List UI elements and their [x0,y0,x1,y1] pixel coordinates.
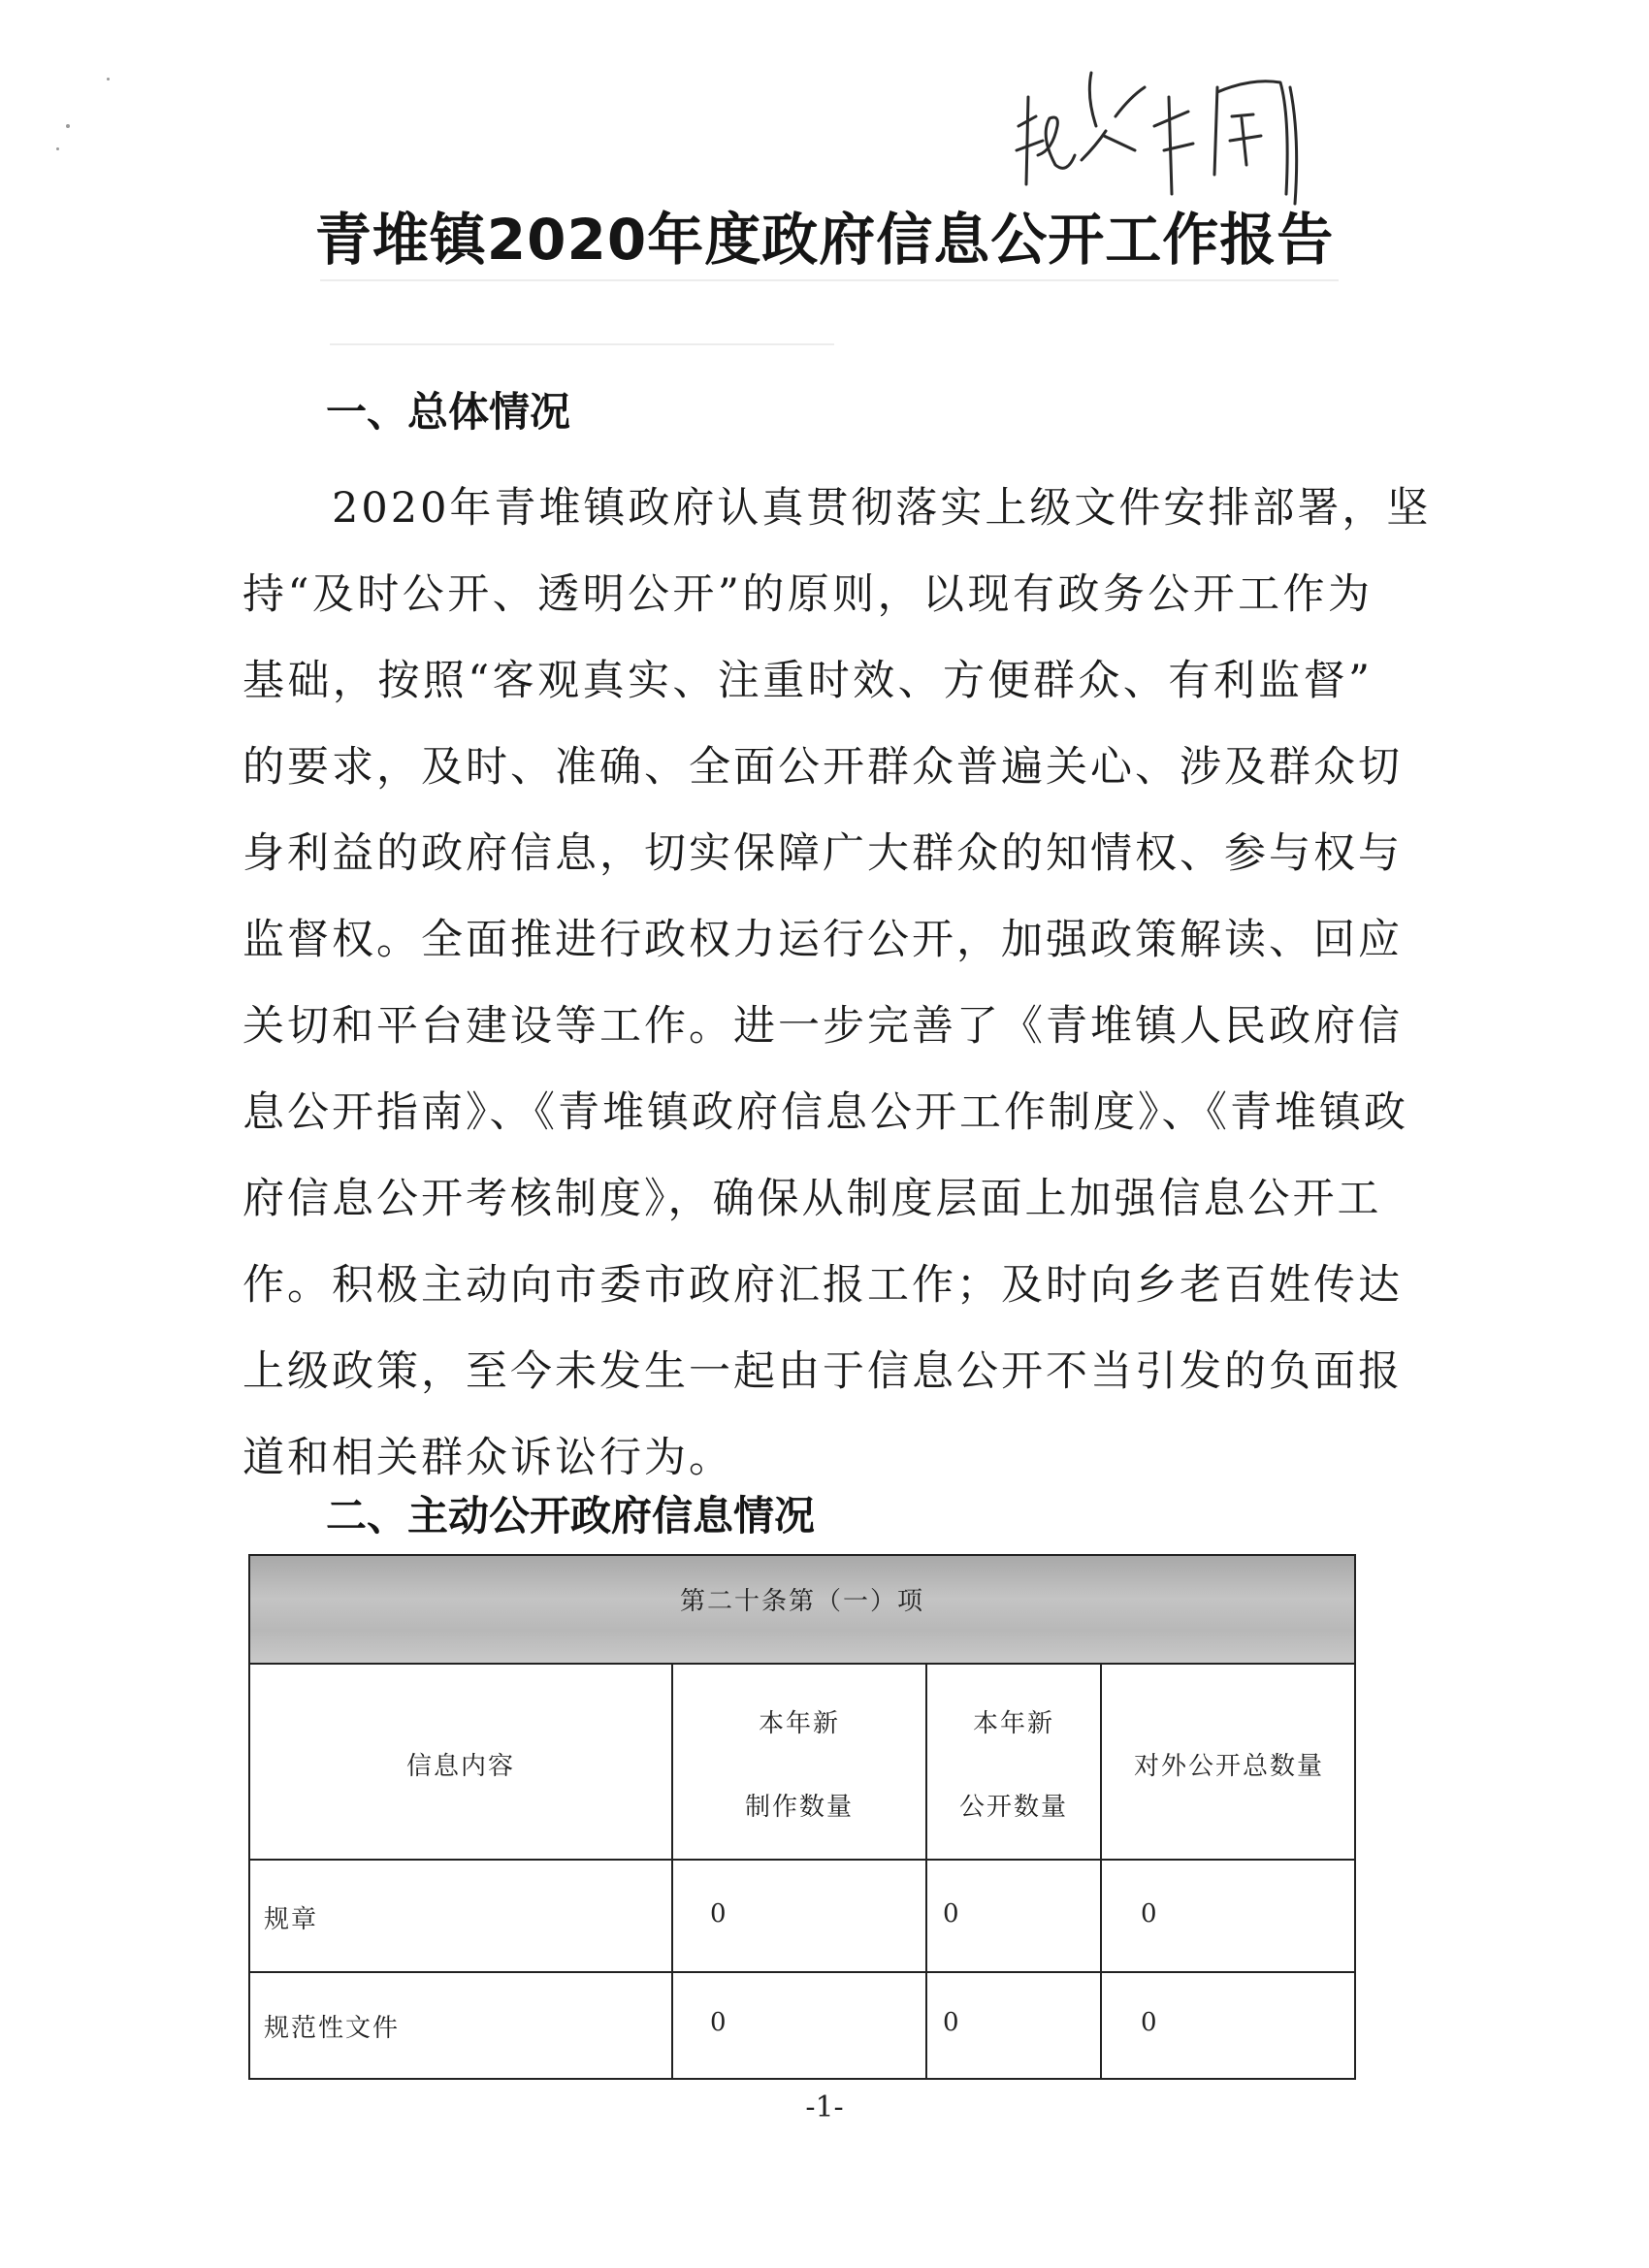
body-line: 息公开指南》、《青堆镇政府信息公开工作制度》、《青堆镇政 [242,1088,1408,1137]
body-line: 关切和平台建设等工作。进一步完善了《青堆镇人民政府信 [242,1002,1403,1051]
disclosure-table [248,1554,1356,2080]
body-line: 持“及时公开、透明公开”的原则，以现有政务公开工作为 [242,570,1373,619]
row-value-total: 0 [1141,2008,1159,2037]
column-header-created-count: 本年新 [758,1709,840,1738]
scan-artifact-line [330,343,834,345]
body-line: 道和相关群众诉讼行为。 [242,1434,733,1482]
body-line: 上级政策，至今未发生一起由于信息公开不当引发的负面报 [242,1347,1403,1396]
table-header [250,1556,1354,1665]
table-header-label: 第二十条第（一）项 [679,1587,924,1616]
column-header-total-count: 对外公开总数量 [1133,1752,1324,1781]
section-heading-overview: 一、总体情况 [326,388,571,436]
row-value-published: 0 [943,2008,961,2037]
document-title: 青堆镇2020年度政府信息公开工作报告 [314,207,1335,273]
column-header-created-count: 制作数量 [744,1793,854,1822]
page-number: -1- [805,2090,844,2124]
row-name-regulations: 规章 [264,1905,319,1934]
section-heading-proactive-disclosure: 二、主动公开政府信息情况 [326,1492,816,1539]
scan-speck [66,124,70,128]
column-header-published-count: 公开数量 [958,1793,1068,1822]
scan-artifact-line [320,279,1339,281]
table-divider [1100,1665,1102,2078]
body-line: 府信息公开考核制度》，确保从制度层面上加强信息公开工 [242,1175,1382,1223]
column-header-info-content: 信息内容 [405,1752,515,1781]
row-value-created: 0 [710,1899,728,1928]
body-line: 身利益的政府信息，切实保障广大群众的知情权、参与权与 [242,829,1403,878]
handwritten-signature [999,58,1319,213]
row-value-total: 0 [1141,1899,1159,1928]
body-line: 2020年青堆镇政府认真贯彻落实上级文件安排部署，坚 [332,484,1432,533]
row-name-normative-documents: 规范性文件 [264,2014,401,2043]
scan-speck [56,147,59,150]
row-value-published: 0 [943,1899,961,1928]
column-header-published-count: 本年新 [972,1709,1054,1738]
body-line: 基础，按照“客观真实、注重时效、方便群众、有利监督” [242,657,1373,705]
row-value-created: 0 [710,2008,728,2037]
body-line: 监督权。全面推进行政权力运行公开，加强政策解读、回应 [242,916,1403,964]
table-divider [250,1971,1354,1973]
body-line: 作。积极主动向市委市政府汇报工作；及时向乡老百姓传达 [242,1261,1403,1310]
table-divider [250,1859,1354,1861]
body-line: 的要求，及时、准确、全面公开群众普遍关心、涉及群众切 [242,743,1403,792]
scan-speck [107,78,110,81]
section-overview-body [242,466,1432,1502]
